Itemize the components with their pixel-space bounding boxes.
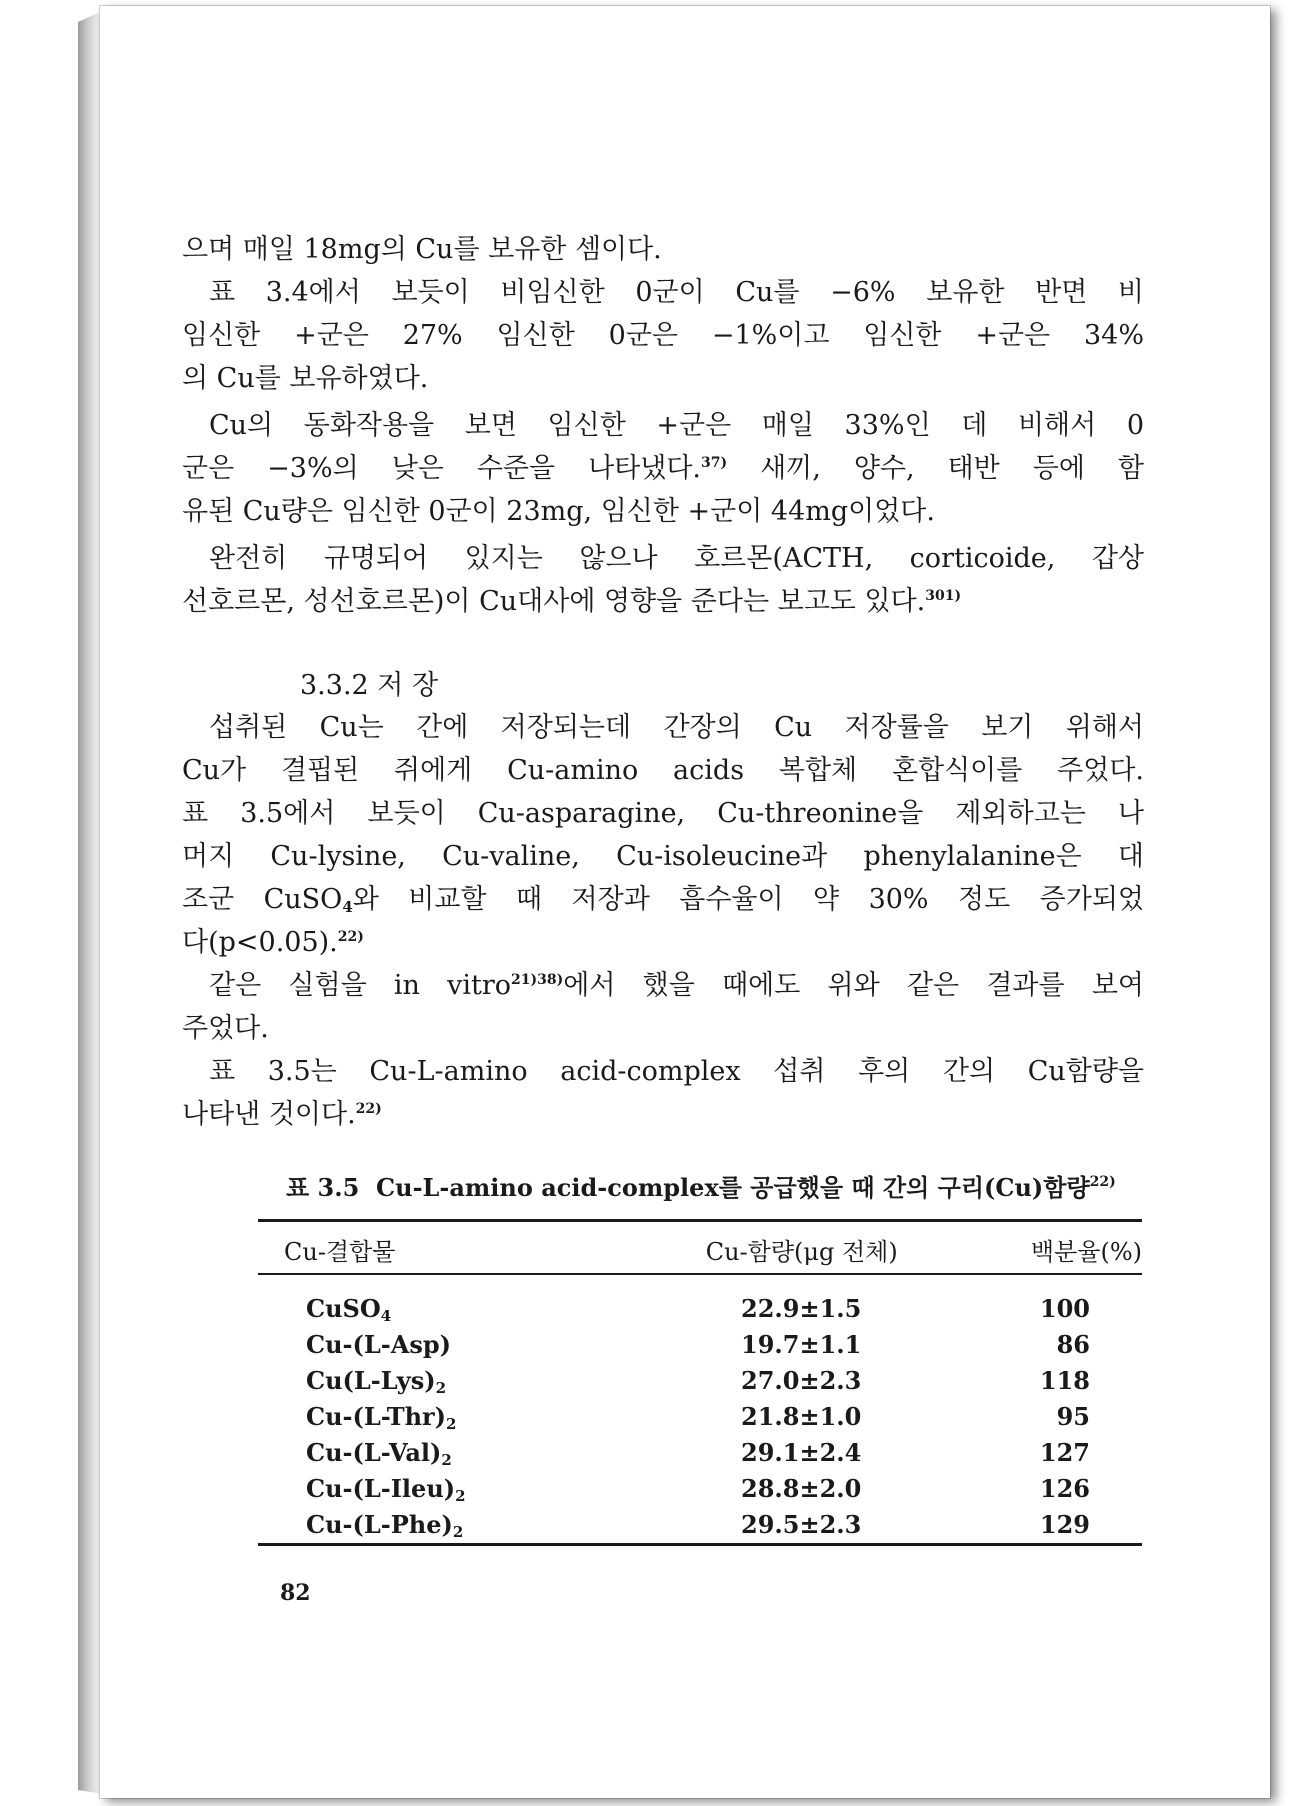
text-line: 새끼, 양수, 태반 등에 함: [727, 453, 1144, 484]
percent-cell: 86: [1056, 1329, 1090, 1359]
content-cell: 28.8±2.0: [741, 1473, 862, 1503]
content-cell: 29.5±2.3: [741, 1509, 862, 1539]
subscript: 2: [441, 1450, 452, 1469]
compound-name: Cu-(L-Phe): [306, 1509, 453, 1539]
compound-cell: [258, 1326, 586, 1362]
section-heading: 3.3.2 저 장: [300, 670, 439, 701]
text-line: 나타낸 것이다.: [182, 1099, 356, 1130]
text-line: 같은 실험을 in vitro: [209, 970, 512, 1001]
paragraph-line: [182, 1093, 1144, 1136]
text-line: 머지 Cu-lysine, Cu-valine, Cu-isoleucine과 phenylalanine은 대: [182, 841, 1144, 872]
text-line: 표 3.5는 Cu-L-amino acid-complex 섭취 후의 간의 Cu함량을: [209, 1056, 1144, 1087]
table-body: [258, 1272, 1142, 1542]
compound-cell: [258, 1362, 586, 1398]
table-caption: [286, 1171, 1146, 1205]
paragraph-line: [182, 447, 1144, 490]
paragraph-line: [182, 490, 1144, 533]
text-line: 다(p<0.05).: [182, 927, 338, 958]
table-row: [258, 1434, 1142, 1470]
table-caption-label: 표 3.5: [286, 1173, 360, 1202]
table-bottom-rule: [258, 1543, 1142, 1546]
percent-cell: 129: [1039, 1509, 1090, 1539]
compound-name: Cu(L-Lys): [306, 1365, 436, 1395]
compound-name: Cu-(L-Ileu): [306, 1473, 456, 1503]
paragraph-line: [182, 921, 1144, 964]
compound-cell: [258, 1398, 586, 1434]
text-line: 완전히 규명되어 있지는 않으나 호르몬(ACTH, corticoide, 갑상: [209, 543, 1144, 574]
text-line: 에서 했을 때에도 위와 같은 결과를 보여: [563, 970, 1144, 1001]
text-line: 주었다.: [182, 1013, 269, 1044]
content-cell: 29.1±2.4: [741, 1437, 862, 1467]
citation-ref: 21)38): [511, 972, 564, 988]
text-line: 와 비교할 때 저장과 흡수율이 약 30% 정도 증가되었: [352, 884, 1144, 915]
text-line: 유된 Cu량은 임신한 0군이 23mg, 임신한 +군이 44mg이었다.: [182, 496, 935, 527]
text-line: 표 3.4에서 보듯이 비임신한 0군이 Cu를 −6% 보유한 반면 비: [209, 277, 1144, 308]
compound-name: Cu-(L-Asp): [306, 1329, 451, 1359]
paragraph-line: [182, 537, 1144, 580]
column-header: Cu-결합물: [284, 1237, 396, 1266]
compound-cell: [258, 1434, 586, 1470]
percent-cell: 127: [1039, 1437, 1090, 1467]
text-line: 임신한 +군은 27% 임신한 0군은 −1%이고 임신한 +군은 34%: [182, 320, 1144, 351]
text-line: 의 Cu를 보유하였다.: [182, 363, 429, 394]
percent-cell: 118: [1039, 1365, 1090, 1395]
text-line: 군은 −3%의 낮은 수준을 나타냈다.: [182, 453, 701, 484]
compound-cell: [258, 1272, 586, 1326]
compound-cell: [258, 1506, 586, 1542]
paragraph-line: [182, 404, 1144, 447]
paragraph-line: [182, 1007, 1144, 1050]
citation-ref: 37): [701, 455, 728, 471]
table-header-row: [258, 1226, 1142, 1272]
table-row: [258, 1506, 1142, 1542]
paragraph-line: [182, 1050, 1144, 1093]
compound-name: Cu-(L-Thr): [306, 1401, 447, 1431]
paragraph-line: [182, 228, 1144, 271]
percent-cell: 95: [1056, 1401, 1090, 1431]
text-line: Cu가 결핍된 쥐에게 Cu-amino acids 복합체 혼합식이를 주었다.: [182, 755, 1144, 786]
subscript: 2: [452, 1522, 464, 1541]
subscript: 2: [455, 1486, 466, 1505]
table-top-rule: [258, 1219, 1142, 1222]
citation-ref: 22): [355, 1101, 382, 1117]
body-text-top: [182, 228, 1144, 623]
table-caption-text: Cu-L-amino acid-complex를 공급했을 때 간의 구리(Cu)함량: [376, 1173, 1090, 1202]
content-cell: 27.0±2.3: [741, 1365, 862, 1395]
text-line: 조군 CuSO: [182, 884, 343, 915]
content-cell: 19.7±1.1: [741, 1329, 862, 1359]
table-row: [258, 1470, 1142, 1506]
compound-name: CuSO: [306, 1293, 381, 1323]
body-text-bottom: [182, 706, 1144, 1136]
content-cell: 22.9±1.5: [741, 1293, 862, 1323]
paragraph-line: [182, 357, 1144, 400]
text-line: 선호르몬, 성선호르몬)이 Cu대사에 영향을 준다는 보고도 있다.: [182, 586, 926, 617]
content-cell: 21.8±1.0: [741, 1401, 862, 1431]
table-row: [258, 1326, 1142, 1362]
paragraph-line: [182, 878, 1144, 921]
citation-ref: 301): [925, 588, 962, 604]
citation-ref: 22): [337, 929, 364, 945]
paragraph-line: [182, 580, 1144, 623]
paragraph-line: [182, 271, 1144, 314]
citation-ref: 22): [1089, 1174, 1116, 1190]
subscript: 4: [380, 1306, 392, 1325]
text-line: Cu의 동화작용을 보면 임신한 +군은 매일 33%인 데 비해서 0: [209, 410, 1144, 441]
paragraph-line: [182, 706, 1144, 749]
paragraph-line: [182, 835, 1144, 878]
table-row: [258, 1272, 1142, 1326]
compound-cell: [258, 1470, 586, 1506]
subscript: 4: [342, 898, 353, 916]
paragraph-line: [182, 964, 1144, 1007]
text-line: 으며 매일 18mg의 Cu를 보유한 셈이다.: [182, 234, 662, 265]
table-row: [258, 1362, 1142, 1398]
column-header: 백분율(%): [1030, 1237, 1142, 1266]
copper-content-table: [258, 1226, 1142, 1542]
subscript: 2: [446, 1414, 457, 1433]
paragraph-line: [182, 314, 1144, 357]
page-number: 82: [280, 1580, 311, 1606]
paragraph-line: [182, 792, 1144, 835]
subscript: 2: [435, 1378, 447, 1397]
compound-name: Cu-(L-Val): [306, 1437, 442, 1467]
column-header: Cu-함량(μg 전체): [705, 1237, 898, 1266]
text-line: 섭취된 Cu는 간에 저장되는데 간장의 Cu 저장률을 보기 위해서: [209, 712, 1144, 743]
percent-cell: 126: [1039, 1473, 1090, 1503]
text-line: 표 3.5에서 보듯이 Cu-asparagine, Cu-threonine을 제외하고는 나: [182, 798, 1144, 829]
percent-cell: 100: [1039, 1293, 1090, 1323]
paragraph-line: [182, 749, 1144, 792]
table-row: [258, 1398, 1142, 1434]
